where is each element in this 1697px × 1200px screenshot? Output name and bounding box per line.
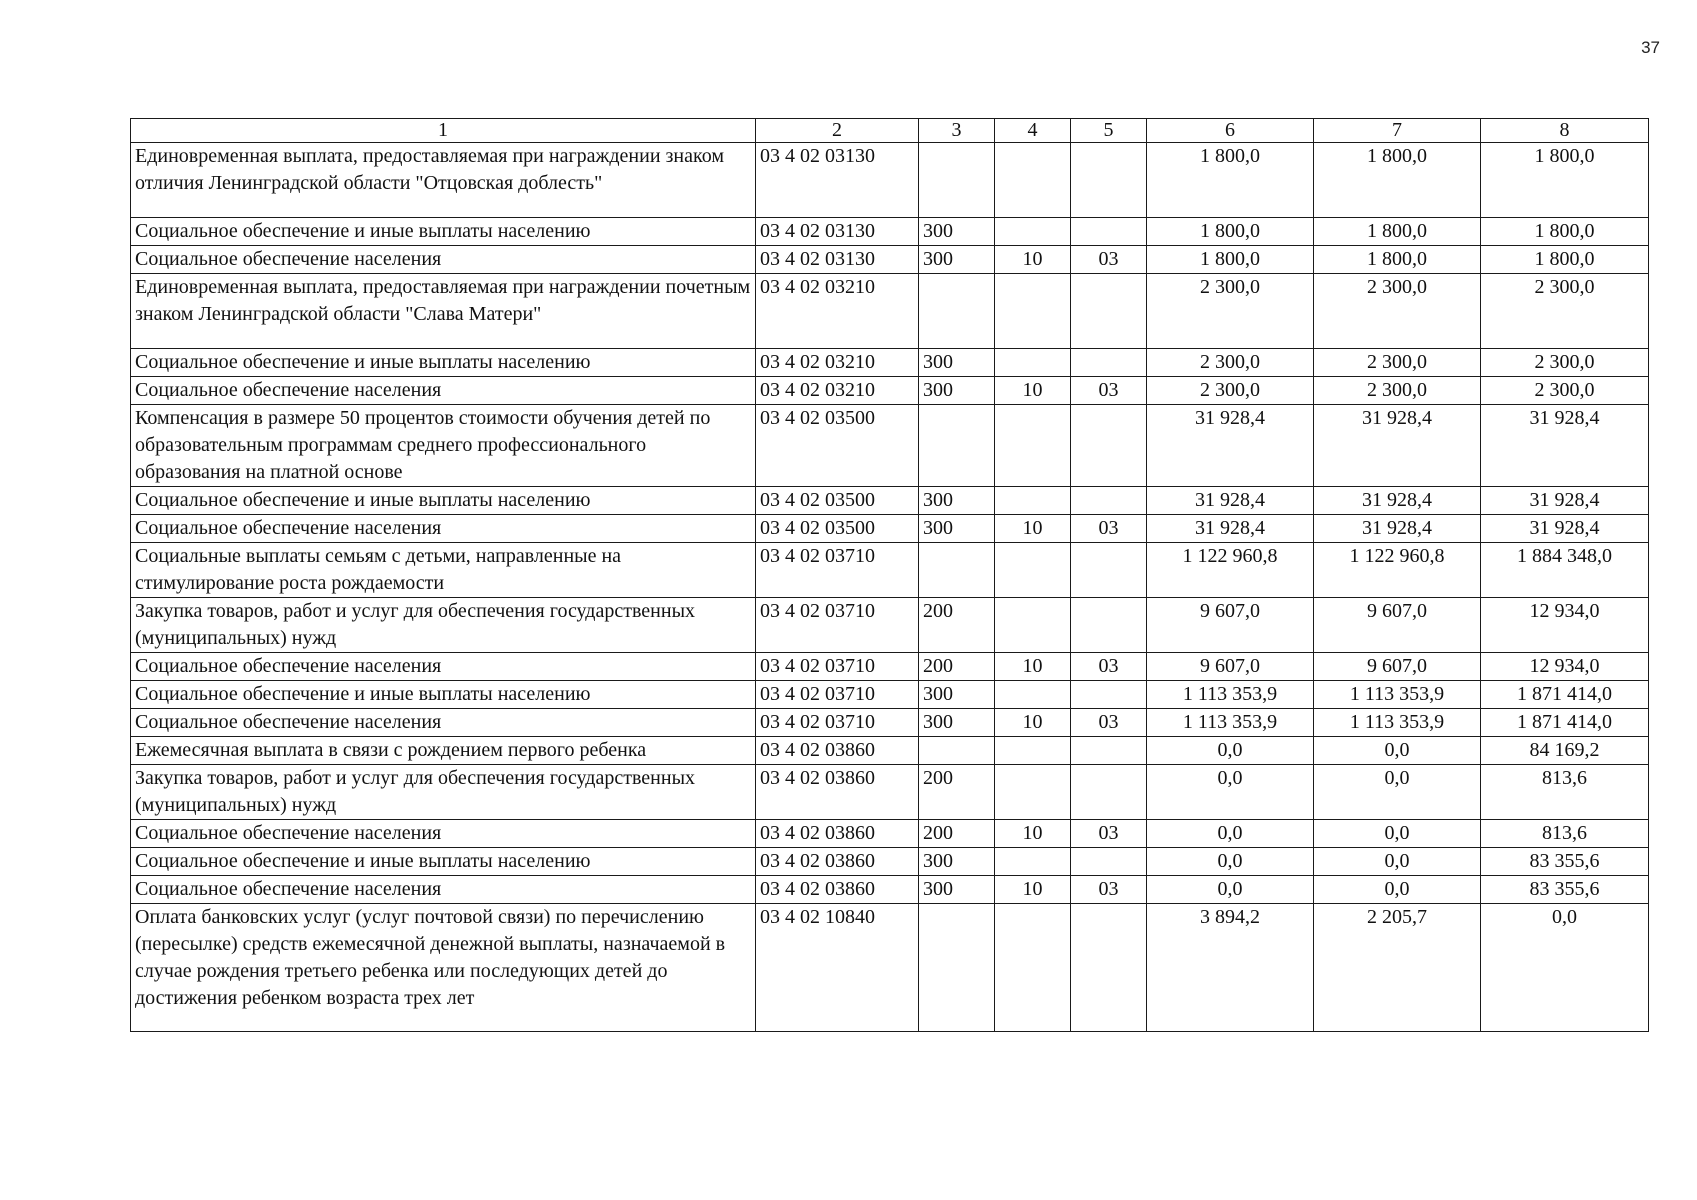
row-col4 [995, 218, 1071, 246]
table-row [131, 274, 1649, 349]
row-value-8: 0,0 [1481, 904, 1649, 1032]
row-col4 [995, 143, 1071, 218]
row-col5 [1071, 274, 1147, 349]
row-name: Социальное обеспечение населения [131, 876, 756, 904]
row-col3: 200 [919, 765, 995, 820]
row-value-8: 813,6 [1481, 820, 1649, 848]
row-value-6: 9 607,0 [1147, 598, 1314, 653]
table-row [131, 709, 1649, 737]
row-col4 [995, 681, 1071, 709]
row-col5 [1071, 218, 1147, 246]
row-col3 [919, 737, 995, 765]
row-col5 [1071, 598, 1147, 653]
header-cell-8: 8 [1481, 119, 1649, 143]
row-value-8: 1 800,0 [1481, 246, 1649, 274]
row-code: 03 4 02 03860 [756, 876, 919, 904]
row-col5 [1071, 487, 1147, 515]
header-cell-1: 1 [131, 119, 756, 143]
row-code: 03 4 02 03130 [756, 218, 919, 246]
row-col4: 10 [995, 709, 1071, 737]
row-col5: 03 [1071, 820, 1147, 848]
row-col3: 300 [919, 709, 995, 737]
row-code: 03 4 02 03500 [756, 405, 919, 487]
row-col3: 300 [919, 848, 995, 876]
row-value-6: 0,0 [1147, 876, 1314, 904]
table-row [131, 737, 1649, 765]
row-value-6: 1 113 353,9 [1147, 681, 1314, 709]
header-cell-7: 7 [1314, 119, 1481, 143]
row-name: Закупка товаров, работ и услуг для обеспечения государственных (муниципальных) нужд [131, 765, 756, 820]
row-value-8: 1 800,0 [1481, 143, 1649, 218]
table-row [131, 765, 1649, 820]
table-row [131, 653, 1649, 681]
row-value-6: 2 300,0 [1147, 349, 1314, 377]
header-cell-2: 2 [756, 119, 919, 143]
row-value-7: 2 205,7 [1314, 904, 1481, 1032]
row-name: Социальное обеспечение и иные выплаты населению [131, 349, 756, 377]
row-value-6: 2 300,0 [1147, 274, 1314, 349]
row-value-6: 0,0 [1147, 848, 1314, 876]
row-col4 [995, 737, 1071, 765]
row-code: 03 4 02 03710 [756, 543, 919, 598]
row-col5 [1071, 349, 1147, 377]
row-name: Компенсация в размере 50 процентов стоимости обучения детей по образовательным программам среднего профессионального образования на платной основе [131, 405, 756, 487]
row-col4: 10 [995, 246, 1071, 274]
table-row [131, 218, 1649, 246]
row-code: 03 4 02 03710 [756, 681, 919, 709]
row-name: Социальное обеспечение и иные выплаты населению [131, 218, 756, 246]
row-col5: 03 [1071, 377, 1147, 405]
row-col4 [995, 274, 1071, 349]
row-col5 [1071, 405, 1147, 487]
row-col5 [1071, 543, 1147, 598]
page-number: 37 [1641, 38, 1660, 57]
table-row [131, 246, 1649, 274]
row-value-8: 813,6 [1481, 765, 1649, 820]
row-col5: 03 [1071, 876, 1147, 904]
row-col5 [1071, 143, 1147, 218]
row-value-7: 2 300,0 [1314, 349, 1481, 377]
row-col5 [1071, 737, 1147, 765]
row-value-8: 1 871 414,0 [1481, 709, 1649, 737]
row-value-8: 31 928,4 [1481, 487, 1649, 515]
row-value-6: 2 300,0 [1147, 377, 1314, 405]
row-value-8: 84 169,2 [1481, 737, 1649, 765]
table-row [131, 820, 1649, 848]
row-value-6: 1 113 353,9 [1147, 709, 1314, 737]
row-col4 [995, 848, 1071, 876]
row-value-8: 31 928,4 [1481, 405, 1649, 487]
row-code: 03 4 02 03130 [756, 246, 919, 274]
row-value-7: 31 928,4 [1314, 487, 1481, 515]
row-code: 03 4 02 03210 [756, 377, 919, 405]
row-col4 [995, 598, 1071, 653]
row-code: 03 4 02 03710 [756, 598, 919, 653]
row-col4 [995, 904, 1071, 1032]
table-row [131, 143, 1649, 218]
row-name: Социальное обеспечение населения [131, 246, 756, 274]
row-col3: 200 [919, 653, 995, 681]
row-col3: 300 [919, 218, 995, 246]
table-row [131, 405, 1649, 487]
row-value-8: 83 355,6 [1481, 848, 1649, 876]
row-name: Социальное обеспечение и иные выплаты населению [131, 848, 756, 876]
row-value-6: 31 928,4 [1147, 515, 1314, 543]
row-name: Закупка товаров, работ и услуг для обеспечения государственных (муниципальных) нужд [131, 598, 756, 653]
table-row [131, 349, 1649, 377]
row-col5: 03 [1071, 709, 1147, 737]
row-col3: 300 [919, 515, 995, 543]
row-code: 03 4 02 03860 [756, 765, 919, 820]
row-value-6: 3 894,2 [1147, 904, 1314, 1032]
row-value-7: 0,0 [1314, 848, 1481, 876]
row-col5 [1071, 848, 1147, 876]
table-row [131, 876, 1649, 904]
row-col3: 300 [919, 349, 995, 377]
header-row [131, 119, 1649, 143]
row-name: Социальное обеспечение населения [131, 377, 756, 405]
row-col4 [995, 543, 1071, 598]
row-col3: 300 [919, 681, 995, 709]
row-value-8: 1 800,0 [1481, 218, 1649, 246]
row-value-7: 0,0 [1314, 820, 1481, 848]
row-value-8: 1 871 414,0 [1481, 681, 1649, 709]
row-col4: 10 [995, 515, 1071, 543]
row-col3 [919, 143, 995, 218]
row-value-6: 0,0 [1147, 737, 1314, 765]
row-value-8: 2 300,0 [1481, 349, 1649, 377]
row-code: 03 4 02 03130 [756, 143, 919, 218]
row-value-6: 0,0 [1147, 820, 1314, 848]
row-col4: 10 [995, 653, 1071, 681]
table-row [131, 377, 1649, 405]
row-col5: 03 [1071, 246, 1147, 274]
row-col4 [995, 349, 1071, 377]
row-value-8: 31 928,4 [1481, 515, 1649, 543]
row-value-6: 9 607,0 [1147, 653, 1314, 681]
row-name: Социальное обеспечение и иные выплаты населению [131, 487, 756, 515]
row-col4: 10 [995, 876, 1071, 904]
row-name: Оплата банковских услуг (услуг почтовой связи) по перечислению (пересылке) средств ежемесячной денежной выплаты, назначаемой в случае рождения третьего ребенка или последующих детей до достижения ребенком возраста трех лет [131, 904, 756, 1032]
row-col5 [1071, 681, 1147, 709]
row-value-7: 1 800,0 [1314, 246, 1481, 274]
row-value-7: 1 122 960,8 [1314, 543, 1481, 598]
row-value-8: 2 300,0 [1481, 377, 1649, 405]
row-value-6: 1 800,0 [1147, 218, 1314, 246]
row-name: Социальное обеспечение и иные выплаты населению [131, 681, 756, 709]
row-col5 [1071, 765, 1147, 820]
row-col3 [919, 274, 995, 349]
budget-table [130, 118, 1649, 1032]
row-value-7: 1 800,0 [1314, 218, 1481, 246]
row-col3: 300 [919, 487, 995, 515]
row-code: 03 4 02 03710 [756, 653, 919, 681]
table-row [131, 904, 1649, 1032]
header-cell-5: 5 [1071, 119, 1147, 143]
row-col4 [995, 405, 1071, 487]
row-code: 03 4 02 03210 [756, 349, 919, 377]
row-col3: 200 [919, 598, 995, 653]
row-name: Социальное обеспечение населения [131, 515, 756, 543]
row-value-6: 0,0 [1147, 765, 1314, 820]
table-row [131, 598, 1649, 653]
row-code: 03 4 02 03500 [756, 487, 919, 515]
header-cell-3: 3 [919, 119, 995, 143]
row-value-8: 1 884 348,0 [1481, 543, 1649, 598]
row-value-7: 2 300,0 [1314, 377, 1481, 405]
header-cell-4: 4 [995, 119, 1071, 143]
row-value-6: 31 928,4 [1147, 405, 1314, 487]
row-value-6: 1 800,0 [1147, 246, 1314, 274]
row-name: Ежемесячная выплата в связи с рождением первого ребенка [131, 737, 756, 765]
row-code: 03 4 02 03500 [756, 515, 919, 543]
row-col3: 200 [919, 820, 995, 848]
row-name: Социальное обеспечение населения [131, 653, 756, 681]
row-col3: 300 [919, 246, 995, 274]
row-name: Социальные выплаты семьям с детьми, направленные на стимулирование роста рождаемости [131, 543, 756, 598]
row-value-7: 9 607,0 [1314, 598, 1481, 653]
row-col5 [1071, 904, 1147, 1032]
table-row [131, 543, 1649, 598]
row-col4 [995, 487, 1071, 515]
row-code: 03 4 02 03860 [756, 737, 919, 765]
row-value-8: 2 300,0 [1481, 274, 1649, 349]
row-value-6: 1 122 960,8 [1147, 543, 1314, 598]
row-name: Социальное обеспечение населения [131, 709, 756, 737]
row-value-8: 12 934,0 [1481, 598, 1649, 653]
row-code: 03 4 02 03860 [756, 820, 919, 848]
header-cell-6: 6 [1147, 119, 1314, 143]
row-col3 [919, 904, 995, 1032]
table-row [131, 487, 1649, 515]
row-col4 [995, 765, 1071, 820]
table-row [131, 848, 1649, 876]
table-row [131, 681, 1649, 709]
table-row [131, 515, 1649, 543]
row-name: Единовременная выплата, предоставляемая при награждении почетным знаком Ленинградской области "Слава Матери" [131, 274, 756, 349]
row-value-6: 1 800,0 [1147, 143, 1314, 218]
row-col3: 300 [919, 377, 995, 405]
row-col5: 03 [1071, 653, 1147, 681]
row-value-7: 9 607,0 [1314, 653, 1481, 681]
row-col3: 300 [919, 876, 995, 904]
row-value-7: 1 113 353,9 [1314, 709, 1481, 737]
row-name: Единовременная выплата, предоставляемая при награждении знаком отличия Ленинградской области "Отцовская доблесть" [131, 143, 756, 218]
row-code: 03 4 02 10840 [756, 904, 919, 1032]
row-col4: 10 [995, 377, 1071, 405]
row-col3 [919, 405, 995, 487]
row-value-7: 31 928,4 [1314, 405, 1481, 487]
row-name: Социальное обеспечение населения [131, 820, 756, 848]
row-code: 03 4 02 03210 [756, 274, 919, 349]
row-code: 03 4 02 03860 [756, 848, 919, 876]
row-value-7: 2 300,0 [1314, 274, 1481, 349]
row-value-7: 31 928,4 [1314, 515, 1481, 543]
row-value-8: 83 355,6 [1481, 876, 1649, 904]
row-code: 03 4 02 03710 [756, 709, 919, 737]
row-value-7: 0,0 [1314, 876, 1481, 904]
row-value-7: 0,0 [1314, 765, 1481, 820]
row-value-7: 0,0 [1314, 737, 1481, 765]
row-value-7: 1 113 353,9 [1314, 681, 1481, 709]
row-col3 [919, 543, 995, 598]
row-value-7: 1 800,0 [1314, 143, 1481, 218]
row-value-8: 12 934,0 [1481, 653, 1649, 681]
row-value-6: 31 928,4 [1147, 487, 1314, 515]
row-col4: 10 [995, 820, 1071, 848]
row-col5: 03 [1071, 515, 1147, 543]
